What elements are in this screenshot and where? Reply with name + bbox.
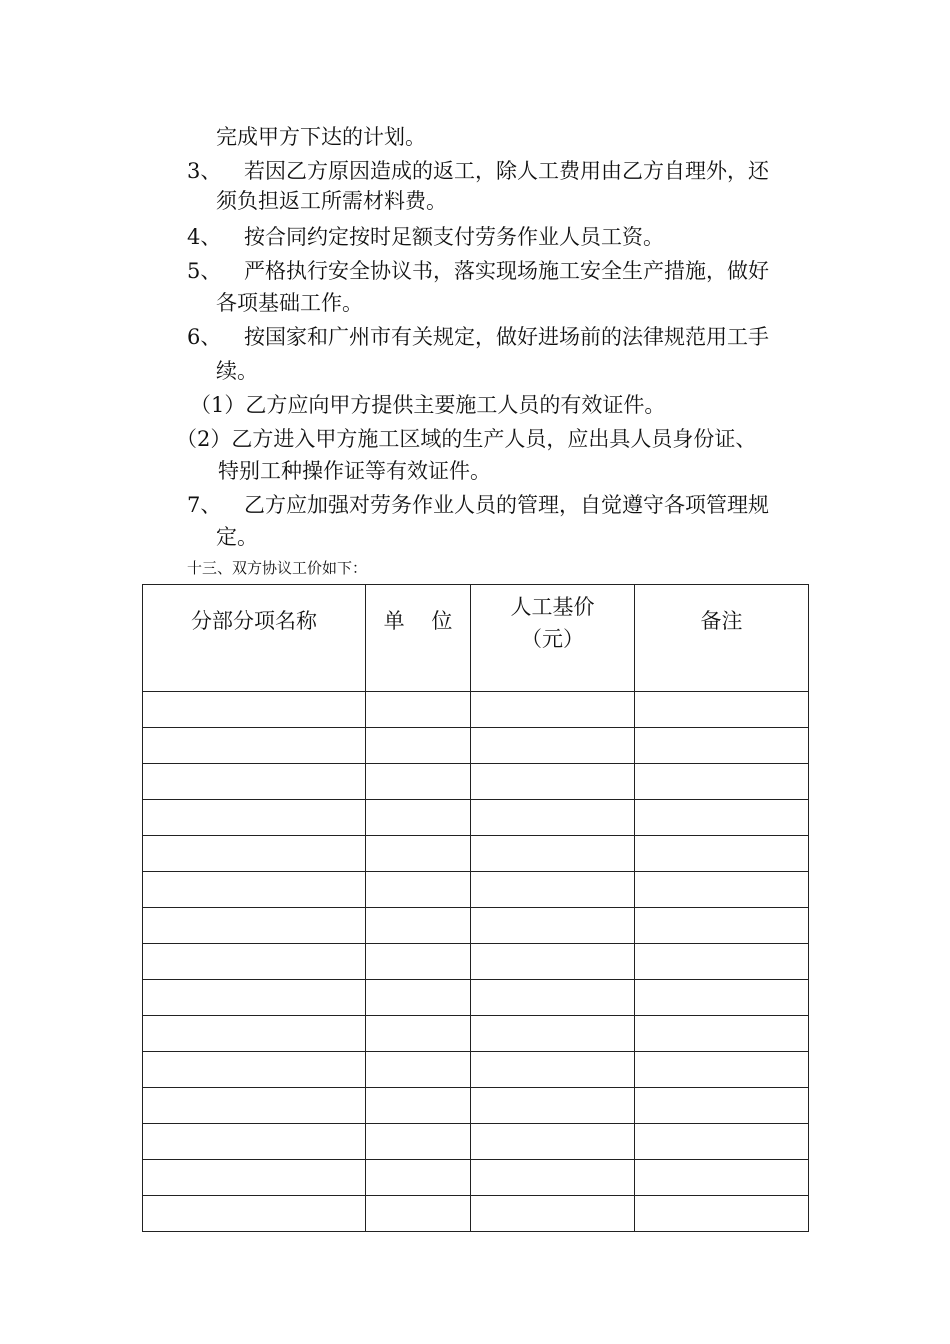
table-cell [635, 1052, 809, 1088]
table-cell [471, 908, 635, 944]
header-item-label: 分部分项名称 [191, 609, 317, 633]
clause-3-line-2: 须负担返工所需材料费。 [216, 189, 447, 213]
table-cell [471, 944, 635, 980]
table-cell [143, 692, 366, 728]
table-cell [635, 1196, 809, 1232]
table-row [143, 1052, 809, 1088]
table-row [143, 800, 809, 836]
header-price-label: 人工基价 [510, 595, 595, 619]
clause-6-line-1: 按国家和广州市有关规定，做好进场前的法律规范用工手 [244, 325, 769, 349]
sub-item-2-line-2: 特别工种操作证等有效证件。 [218, 459, 491, 483]
section-13-title: 十三、双方协议工价如下： [187, 559, 368, 577]
table-cell [143, 1196, 366, 1232]
table-cell [143, 1052, 366, 1088]
header-unit [366, 585, 471, 692]
sub-item-2-line-1: （2）乙方进入甲方施工区域的生产人员，应出具人员身份证、 [176, 427, 757, 451]
table-cell [366, 1160, 471, 1196]
table-cell [471, 1196, 635, 1232]
table-cell [635, 1124, 809, 1160]
table-cell [366, 872, 471, 908]
table-row [143, 872, 809, 908]
table-cell [471, 1124, 635, 1160]
table-cell [635, 836, 809, 872]
table-row [143, 728, 809, 764]
price-table [142, 584, 809, 1232]
table-cell [143, 1016, 366, 1052]
table-cell [143, 764, 366, 800]
table-cell [471, 1016, 635, 1052]
clause-5-line-2: 各项基础工作。 [216, 291, 363, 315]
table-cell [635, 872, 809, 908]
table-cell [635, 1088, 809, 1124]
clause-4-line-1: 按合同约定按时足额支付劳务作业人员工资。 [244, 225, 664, 249]
table-cell [366, 980, 471, 1016]
table-row [143, 836, 809, 872]
table-cell [366, 800, 471, 836]
table-cell [635, 944, 809, 980]
table-cell [635, 800, 809, 836]
clause-6-line-2: 续。 [216, 359, 258, 383]
table-cell [471, 980, 635, 1016]
clause-7-number: 7、 [187, 493, 222, 517]
table-cell [471, 1052, 635, 1088]
clause-7-line-1: 乙方应加强对劳务作业人员的管理，自觉遵守各项管理规 [244, 493, 769, 517]
clause-continuation: 完成甲方下达的计划。 [216, 125, 426, 149]
clause-7-line-2: 定。 [216, 525, 258, 549]
table-cell [635, 908, 809, 944]
table-cell [366, 836, 471, 872]
table-cell [143, 1124, 366, 1160]
table-cell [366, 1052, 471, 1088]
header-price-unit: （元） [521, 627, 584, 651]
header-remark [635, 585, 809, 692]
header-price [471, 585, 635, 692]
table-cell [471, 1160, 635, 1196]
table-row [143, 1196, 809, 1232]
table-cell [366, 1016, 471, 1052]
clause-4-number: 4、 [187, 225, 222, 249]
table-cell [471, 836, 635, 872]
table-cell [471, 764, 635, 800]
table-cell [366, 908, 471, 944]
table-cell [471, 728, 635, 764]
table-cell [366, 728, 471, 764]
clause-3-text-1: 若因乙方原因造成的返工，除人工费用由乙方自理外，还 [244, 159, 769, 183]
table-cell [143, 836, 366, 872]
table-cell [635, 692, 809, 728]
table-cell [471, 692, 635, 728]
table-cell [366, 692, 471, 728]
table-cell [143, 980, 366, 1016]
table-cell [635, 1016, 809, 1052]
table-row [143, 944, 809, 980]
table-cell [366, 764, 471, 800]
table-cell [635, 1160, 809, 1196]
header-unit-label: 单 位 [383, 609, 453, 633]
table-cell [366, 944, 471, 980]
table-row [143, 1088, 809, 1124]
clause-3-line-1 [244, 156, 806, 186]
clause-5-number: 5、 [187, 259, 222, 283]
table-cell [143, 800, 366, 836]
table-row [143, 1124, 809, 1160]
table-cell [366, 1124, 471, 1160]
table-cell [471, 1088, 635, 1124]
clause-3-number: 3、 [187, 159, 222, 183]
header-remark-label: 备注 [700, 609, 743, 633]
table-row [143, 980, 809, 1016]
table-cell [143, 1088, 366, 1124]
table-cell [143, 872, 366, 908]
clause-6-number: 6、 [187, 325, 222, 349]
table-cell [471, 800, 635, 836]
table-row [143, 692, 809, 728]
table-body [143, 692, 809, 1232]
table-cell [366, 1196, 471, 1232]
table-cell [635, 728, 809, 764]
table-cell [366, 1088, 471, 1124]
header-item-name [143, 585, 366, 692]
table-cell [635, 980, 809, 1016]
table-cell [143, 728, 366, 764]
table-row [143, 1160, 809, 1196]
table-row [143, 908, 809, 944]
table-cell [143, 944, 366, 980]
table-cell [471, 872, 635, 908]
clause-5-line-1: 严格执行安全协议书，落实现场施工安全生产措施，做好 [244, 259, 769, 283]
table-row [143, 764, 809, 800]
table-cell [635, 764, 809, 800]
table-cell [143, 908, 366, 944]
sub-item-1: （1）乙方应向甲方提供主要施工人员的有效证件。 [190, 393, 666, 417]
table-row [143, 1016, 809, 1052]
table-header-row [143, 585, 809, 692]
table-cell [143, 1160, 366, 1196]
